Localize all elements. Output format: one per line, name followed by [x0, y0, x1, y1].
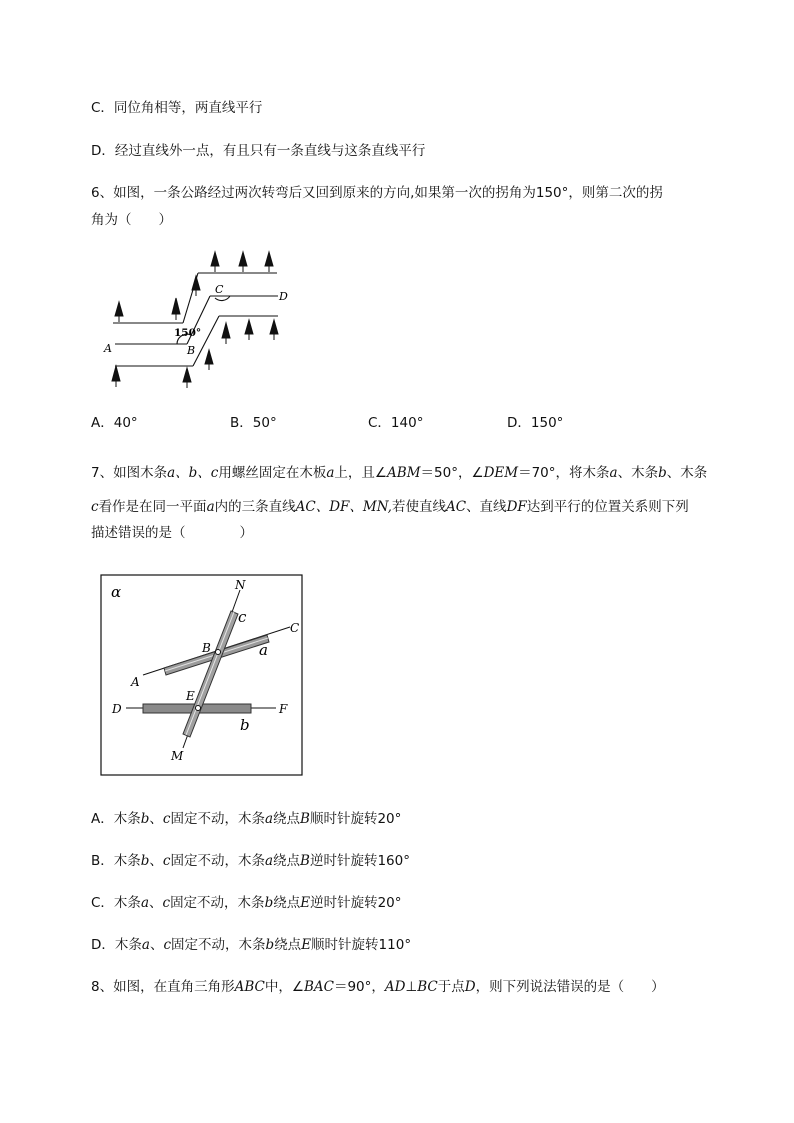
point-a-label: A: [104, 342, 112, 355]
point-a-label: A: [131, 675, 140, 689]
q5-option-c: C．同位角相等，两直线平行: [91, 100, 263, 116]
plane-alpha-label: α: [111, 583, 122, 601]
point-e-label: E: [186, 689, 195, 703]
point-b-label: B: [187, 344, 196, 357]
q6-option-b: B．50°: [230, 415, 277, 431]
q7-option-d: D．木条a、c固定不动，木条b绕点E顺时针旋转110°: [91, 937, 412, 953]
point-m-label: M: [171, 749, 184, 763]
screw-b: [216, 650, 221, 655]
q6-stem-line2: 角为（ ）: [91, 212, 172, 228]
angle-150-label: 150°: [174, 327, 202, 339]
q6-stem-line1: 6、如图，一条公路经过两次转弯后又回到原来的方向,如果第一次的拐角为150°，则第二次的拐: [91, 185, 663, 201]
point-d-label: D: [279, 290, 288, 303]
point-b-label: B: [202, 641, 211, 655]
q7-option-a: A．木条b、c固定不动，木条a绕点B顺时针旋转20°: [91, 811, 402, 827]
point-c-label: C: [215, 283, 224, 296]
point-f-label: F: [279, 702, 288, 716]
q7-option-c: C．木条a、c固定不动，木条b绕点E逆时针旋转20°: [91, 895, 402, 911]
q6-option-a: A．40°: [91, 415, 138, 431]
q8-stem: 8、如图，在直角三角形ABC中，∠BAC＝90°，AD⊥BC于点D，则下列说法错误的是（ ）: [91, 979, 665, 995]
point-n-label: N: [235, 578, 246, 592]
q7-stem-line2: c看作是在同一平面a内的三条直线AC、DF、MN,若使直线AC、直线DF达到平行的位置关系则下列: [91, 499, 689, 515]
strip-c-label: c: [238, 608, 247, 626]
q7-stem-line3: 描述错误的是（ ）: [91, 525, 253, 541]
q5-option-d: D．经过直线外一点，有且只有一条直线与这条直线平行: [91, 143, 426, 159]
q7-stem-line1: 7、如图木条a、b、c用螺丝固定在木板a上，且∠ABM＝50°，∠DEM＝70°，将木条a、木条b、木条: [91, 465, 708, 481]
q6-option-c: C．140°: [368, 415, 424, 431]
point-c-label: C: [290, 621, 300, 635]
wood-strip-c: [183, 611, 238, 737]
q7-option-b: B．木条b、c固定不动，木条a绕点B逆时针旋转160°: [91, 853, 410, 869]
point-d-label: D: [112, 702, 122, 716]
q6-option-d: D．150°: [507, 415, 564, 431]
screw-e: [196, 706, 201, 711]
strip-a-label: a: [259, 641, 268, 659]
strip-b-label: b: [240, 716, 250, 734]
